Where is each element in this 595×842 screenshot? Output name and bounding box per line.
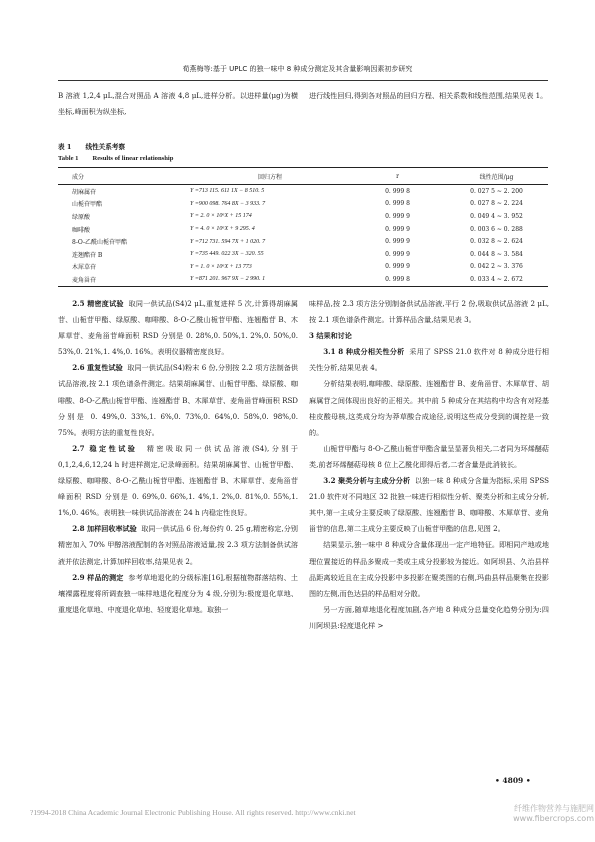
section-paragraph [309,296,549,328]
table-cell: Y =900 098. 764 8X − 3 933. 7 [190,200,266,207]
table-caption-cn-text: 线性关系考察 [85,143,126,151]
table-cell: 0. 044 8 ~ 3. 584 [470,250,523,258]
section-title: 3 结果和讨论 [309,331,352,341]
section-paragraph [309,473,549,537]
table-header-row [58,168,548,185]
table-cell: 0. 999 9 [385,238,410,246]
table-cell: 0. 999 9 [385,250,410,258]
section-paragraph [58,360,298,440]
table-cell: 0. 032 8 ~ 2. 624 [470,238,523,246]
table-cell: Y =713 115. 611 1X − 8 510. 5 [190,188,265,195]
table-cell: 0. 033 4 ~ 2. 672 [445,273,548,286]
intro-left-paragraph: B 溶液 1,2,4 μL,混合对照品 A 溶液 4,8 μL,进样分析。以进样量(μg)为横坐标,峰面积为纵坐标, [58,91,298,117]
table-cell: 0. 027 5 ~ 2. 200 [470,187,523,195]
header-rule [58,80,548,81]
linear-relationship-table [58,167,548,287]
section-text: 取同一供试品(S4)2 μL,重复进样 5 次,计算得胡麻属苷、山栀苷甲酯、绿原酸、咖啡酸、8-O-乙酰山栀苷甲酯、连翘酯苷 B、木犀草苷、麦角甾苷峰面积 RSD 分别是 0. 28%,0. 50%,1. 2%,0. 50%,0. 53%,0. 21%,1. 4%,0. 16%。表明仪器精密度良好。 [58,299,298,357]
table-cell: 木犀草苷 [72,264,97,272]
table-cell: 胡麻属苷 [72,188,97,196]
section-heading: 2.6 重复性试验 [72,363,123,373]
section-paragraph [309,441,549,473]
section-paragraph [58,296,298,360]
section-paragraph [309,344,549,376]
body-left-column [58,296,298,618]
table-cell: 咖啡酸 [72,226,91,234]
table-header-cell: 回归方程 [190,168,350,185]
section-heading: 2.8 加样回收率试验 [72,524,137,534]
table-cell: 0. 999 9 [385,212,410,220]
section-heading: 2.7 稳定性试验 [72,443,138,453]
table-row [58,273,548,286]
table-cell: Y =871 201. 967 9X − 2 990. 1 [190,273,350,286]
section-paragraph [58,570,298,618]
table-cell: 绿原酸 [72,213,91,221]
table-cell: 0. 999 8 [385,187,410,195]
table-cell: Y = 1. 0 × 10⁶X + 13 773 [190,263,252,270]
table-cell: 麦角甾苷 [58,273,190,286]
table-caption-cn-label: 表 1 [58,143,72,151]
section-text: 取同一供试品(S4)粉末 6 份,分别按 2.2 项方法制备供试品溶液,按 2.1 项色谱条件测定。结果胡麻属苷、山栀苷甲酯、绿原酸、咖啡酸、8-O-乙酰山栀苷甲酯、连翘酯苷 B、木犀草苷、麦角甾苷峰面积 RSD 分别是 0. 49%,0. 33%,1. 6%,0. 73%,0. 64%,0. 58%,0. 98%,0. 75%。表明方法的重复性良好。 [58,363,299,437]
section-text: 另一方面,随草地退化程度加剧,各产地 8 种成分总量变化趋势分别为:四川阿坝县:轻度退化样 > [309,604,549,630]
section-heading: 2.5 精密度试验 [72,299,124,308]
table-cell: 0. 999 9 [385,263,410,271]
section-text: 结果显示,独一味中 8 种成分含量体现出一定产地特征。即相同产地或地理位置接近的样品多聚成一类或主成分投影较为接近。如阿坝县、久治县样品距离较近且在主成分投影中多投影在聚类图的右侧,玛曲县样品聚集在投影图的左侧,而色达县的样品相对分散。 [309,540,549,598]
section-heading: 2.9 样品的测定 [72,572,124,582]
section-text: 味样品,按 2.3 项方法分别制备供试品溶液,平行 2 份,吸取供试品溶液 2 μL,按 2.1 项色谱条件测定。计算样品含量,结果见表 3。 [309,299,549,325]
table-caption-en-text: Results of linear relationship [92,155,174,162]
section-text: 分析结果表明,咖啡酸、绿原酸、连翘酯苷 B、麦角甾苷、木犀草苷、胡麻属苷之间体现出良好的正相关。其中前 5 种成分在其结构中均含有对羟基桂皮酸母核,这类成分均为莽草酸合成途径,说明这些成分受到的调控是一致的。 [309,379,549,437]
section-text: 以独一味 8 种成分含量为指标,采用 SPSS 21.0 软件对不同地区 32 批独一味进行相似性分析、聚类分析和主成分分析,其中,第一主成分主要反映了绿原酸、连翘酯苷 B、咖啡酸、木犀草苷、麦角甾苷的信息,第二主成分主要反映了山栀苷甲酯的信息,见图 2。 [309,476,549,534]
table-caption-en-label: Table 1 [58,155,79,162]
table-header-cell: 线性范围/μg [445,168,548,185]
table-caption-cn [58,141,125,151]
site-watermark: 纤维作物营养与施肥网 www.fibercrops.com [513,804,594,823]
table-row [58,210,548,223]
section-text: 精密吸取同一供试品溶液(S4),分别于 0,1,2,4,6,12,24 h 时进样测定,记录峰面积。结果胡麻属苷、山栀苷甲酯、绿原酸、咖啡酸、8-O-乙酰山栀苷甲酯、连翘酯苷 B、木犀草苷、麦角甾苷峰面积 RSD 分别是 0. 69%,0. 66%,1. 4%,1. 2%,0. 81%,0. 55%,1. 1%,0. 46%。表明独一味供试品溶液在 24 h 内稳定性良好。 [58,443,298,518]
section-paragraph [58,441,298,521]
table-cell: Y =712 731. 594 7X + 1 020. 7 [190,238,266,245]
table-cell: 0. 003 6 ~ 0. 288 [470,225,523,233]
section-text: 山栀苷甲酯与 8-O-乙酰山栀苷甲酯含量呈显著负相关,二者同为环烯醚萜类,前者环烯醚萜母核 8 位上乙酰化即得后者,二者含量是此消彼长。 [309,443,549,469]
intro-right-paragraph: 进行线性回归,得到各对照品的回归方程、相关系数和线性范围,结果见表 1。 [309,91,548,100]
table-cell: Y =735 449. 022 3X − 320. 55 [190,251,264,258]
table-cell: 8-O-乙酰山栀苷甲酯 [72,239,128,247]
page-number: • 4809 • [495,776,531,785]
table-row [58,185,548,198]
table-header-cell: r [350,168,445,185]
running-header: 荀燕梅等:基于 UPLC 的独一味中 8 种成分测定及其含量影响因素初步研究 [182,65,413,73]
table-caption-en [58,155,173,162]
section-paragraph [58,521,298,569]
table-cell: Y = 4. 0 × 10⁶X + 9 295. 4 [190,226,255,233]
table-cell: 山栀苷甲酯 [72,201,103,209]
table-cell: 0. 042 2 ~ 3. 376 [470,263,523,271]
table-cell: 0. 999 8 [385,200,410,208]
table-row [58,223,548,236]
table-row [58,235,548,248]
table-header-cell: 成分 [58,168,190,185]
intro-right-column [309,88,549,104]
section-paragraph [309,602,549,634]
intro-left-column [58,88,298,120]
table-cell: 0. 027 8 ~ 2. 224 [470,200,523,208]
table-cell: 连翘酯苷 B [72,251,103,259]
table-cell: 0. 999 8 [350,273,445,286]
table-cell: 0. 049 4 ~ 3. 952 [470,212,523,220]
section-text: 取同一供试品 6 份,每份约 0. 25 g,精密称定,分别精密加入 70% 甲醇溶液配制的各对照品溶液适量,按 2.3 项方法制备供试溶液并依法测定,计算加样回收率,结果见表 2。 [58,524,299,566]
section-paragraph [309,376,549,440]
table-row [58,261,548,274]
section-text: 采用了 SPSS 21.0 软件对 8 种成分进行相关性分析,结果见表 4。 [309,347,549,373]
table-row [58,248,548,261]
section-heading: 3.2 聚类分析与主成分分析 [323,476,411,486]
table-cell: 0. 999 9 [385,225,410,233]
table-row [58,198,548,211]
section-text: 参考草地退化的分级标准[16],根据植物群落结构、土壤裸露程度将所调查独一味样地退化程度分为 4 级,分别为:极度退化草地、重度退化草地、中度退化草地、轻度退化草地。取独一 [58,572,298,614]
section-paragraph [309,537,549,601]
section-heading: 3.1 8 种成分相关性分析 [323,347,405,357]
table-cell: Y = 2. 0 × 10⁶X + 15 174 [190,213,252,220]
copyright-footer: ?1994-2018 China Academic Journal Electronic Publishing House. All rights reserved. http://www.cnki.net [30,808,356,817]
body-right-column [309,296,549,634]
